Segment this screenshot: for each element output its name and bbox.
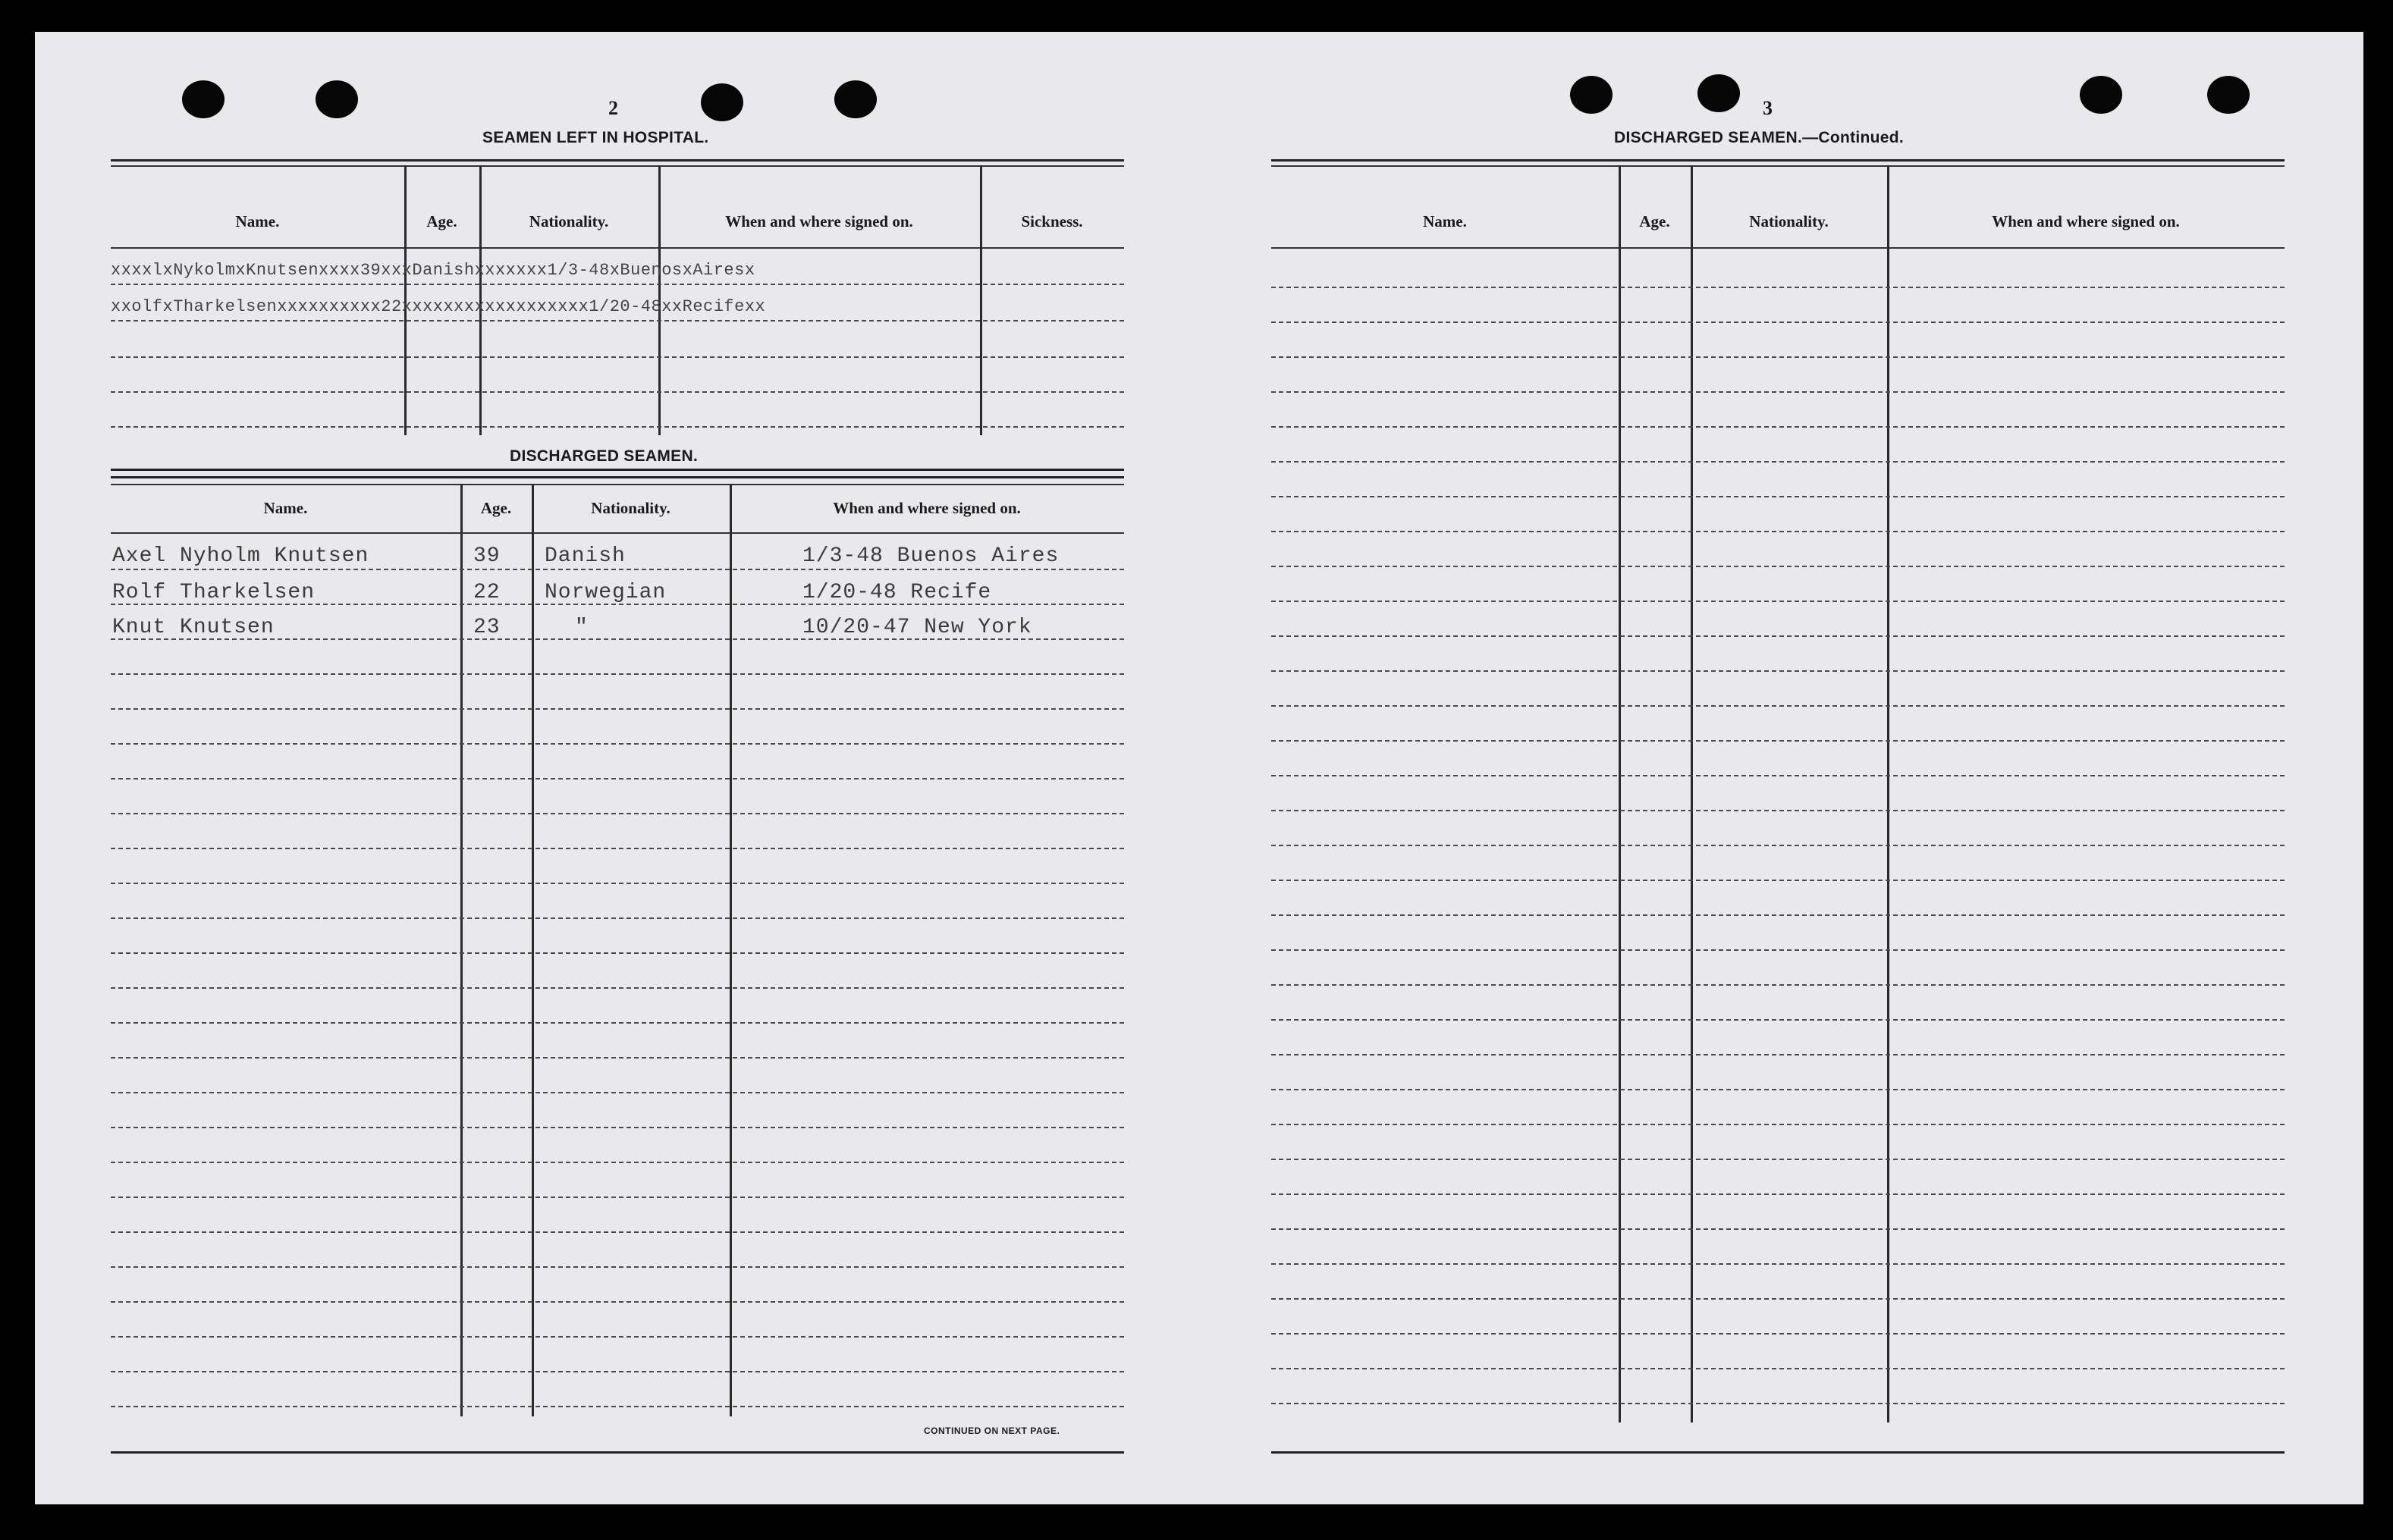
ruled-line: [111, 1127, 1124, 1128]
ruled-line: [1271, 1403, 2285, 1404]
col-head-signed-on: When and where signed on.: [1992, 212, 2180, 231]
ruled-line: [111, 569, 1124, 570]
ruled-line: [111, 917, 1124, 919]
seaman-signed-on: 10/20-47 New York: [802, 616, 1032, 639]
col-head-signed-on: When and where signed on.: [725, 212, 913, 231]
seaman-name: Knut Knutsen: [112, 616, 275, 639]
ruled-line: [1271, 635, 2285, 637]
seaman-age: 39: [473, 544, 501, 568]
punch-hole: [2207, 76, 2250, 114]
ruled-line: [1271, 566, 2285, 567]
ruled-line: [1271, 287, 2285, 288]
ruled-line: [111, 708, 1124, 710]
ruled-line: [111, 778, 1124, 779]
ruled-line: [1271, 1054, 2285, 1055]
ruled-line: [1271, 1298, 2285, 1300]
ruled-line: [1271, 810, 2285, 811]
punch-hole: [182, 80, 225, 118]
ruled-line: [1271, 1124, 2285, 1125]
ruled-line: [1271, 356, 2285, 358]
discharged-continued-table: [1271, 159, 2285, 1459]
ruled-line: [111, 1022, 1124, 1024]
page-number-left: 2: [608, 97, 618, 119]
ruled-line: [1271, 391, 2285, 393]
ruled-line: [111, 848, 1124, 849]
ruled-line: [111, 1197, 1124, 1198]
ruled-line: [1271, 496, 2285, 497]
col-head-sickness: Sickness.: [1021, 212, 1083, 231]
ruled-line: [1271, 1263, 2285, 1265]
ruled-line: [111, 1092, 1124, 1093]
seaman-name: Rolf Tharkelsen: [112, 581, 316, 604]
ruled-line: [1271, 531, 2285, 532]
col-head-nationality: Nationality.: [1749, 212, 1829, 231]
ruled-line: [1271, 1019, 2285, 1021]
col-head-name: Name.: [1423, 212, 1467, 231]
ruled-line: [1271, 740, 2285, 742]
ruled-line: [111, 813, 1124, 814]
punch-hole: [834, 80, 877, 118]
punch-hole: [701, 83, 743, 121]
ruled-line: [1271, 775, 2285, 776]
seaman-name: Axel Nyholm Knutsen: [112, 544, 369, 568]
col-head-name: Name.: [235, 212, 280, 231]
col-head-signed-on: When and where signed on.: [833, 499, 1021, 517]
ruled-line: [1271, 426, 2285, 428]
col-head-nationality: Nationality.: [591, 499, 670, 517]
discharged-table: [111, 476, 1124, 1459]
ruled-line: [111, 1406, 1124, 1407]
punch-hole: [2080, 76, 2122, 114]
discharged-section-title: DISCHARGED SEAMEN.: [510, 447, 699, 465]
ruled-line: [111, 987, 1124, 989]
seaman-nationality: Norwegian: [545, 581, 667, 604]
hospital-section-title: SEAMEN LEFT IN HOSPITAL.: [482, 129, 709, 146]
col-head-age: Age.: [480, 499, 512, 517]
ruled-line: [1271, 321, 2285, 323]
ruled-line: [111, 1057, 1124, 1059]
col-head-age: Age.: [426, 212, 457, 231]
ruled-line: [111, 1336, 1124, 1338]
col-head-age: Age.: [1639, 212, 1670, 231]
continued-note: CONTINUED ON NEXT PAGE.: [924, 1426, 1060, 1436]
right-page: [1204, 32, 2363, 1504]
ruled-line: [1271, 670, 2285, 672]
punch-hole: [316, 80, 358, 118]
ruled-line: [1271, 949, 2285, 951]
seaman-nationality: Danish: [545, 544, 626, 568]
ruled-line: [111, 673, 1124, 675]
punch-hole: [1697, 74, 1740, 112]
ruled-line: [111, 952, 1124, 954]
page-number-right: 3: [1763, 97, 1773, 119]
ruled-line: [111, 1231, 1124, 1233]
punch-hole: [1570, 76, 1613, 114]
seaman-nationality: ": [575, 616, 589, 639]
ruled-line: [1271, 1193, 2285, 1195]
seaman-age: 22: [473, 581, 501, 604]
ruled-line: [111, 883, 1124, 884]
ruled-line: [111, 1266, 1124, 1268]
struck-row: xxxxlxNykolmxKnutsenxxxx39xxxDanishxxxxxxx1/3-48xBuenosxAiresx: [111, 261, 755, 280]
hospital-table: [111, 159, 1124, 476]
seaman-age: 23: [473, 616, 501, 639]
ruled-line: [1271, 601, 2285, 602]
ruled-line: [111, 743, 1124, 745]
ruled-line: [1271, 705, 2285, 707]
ruled-line: [1271, 1333, 2285, 1335]
seaman-signed-on: 1/20-48 Recife: [802, 581, 992, 604]
right-section-title: DISCHARGED SEAMEN.—Continued.: [1614, 129, 1905, 146]
struck-row: xxolfxTharkelsenxxxxxxxxxx22xxxxxxxxxxxxxxxxxx1/20-48xxRecifexx: [111, 297, 766, 316]
ruled-line: [111, 1162, 1124, 1163]
ruled-line: [1271, 845, 2285, 846]
col-head-nationality: Nationality.: [529, 212, 609, 231]
ruled-line: [1271, 461, 2285, 463]
ruled-line: [1271, 1368, 2285, 1369]
ruled-line: [1271, 1228, 2285, 1230]
ruled-line: [1271, 880, 2285, 881]
ruled-line: [1271, 984, 2285, 986]
ruled-line: [1271, 1089, 2285, 1090]
seaman-signed-on: 1/3-48 Buenos Aires: [802, 544, 1060, 568]
ruled-line: [111, 1371, 1124, 1372]
ruled-line: [111, 1301, 1124, 1303]
col-head-name: Name.: [263, 499, 308, 517]
ruled-line: [1271, 914, 2285, 916]
ruled-line: [1271, 1159, 2285, 1160]
left-page: [35, 32, 1209, 1504]
